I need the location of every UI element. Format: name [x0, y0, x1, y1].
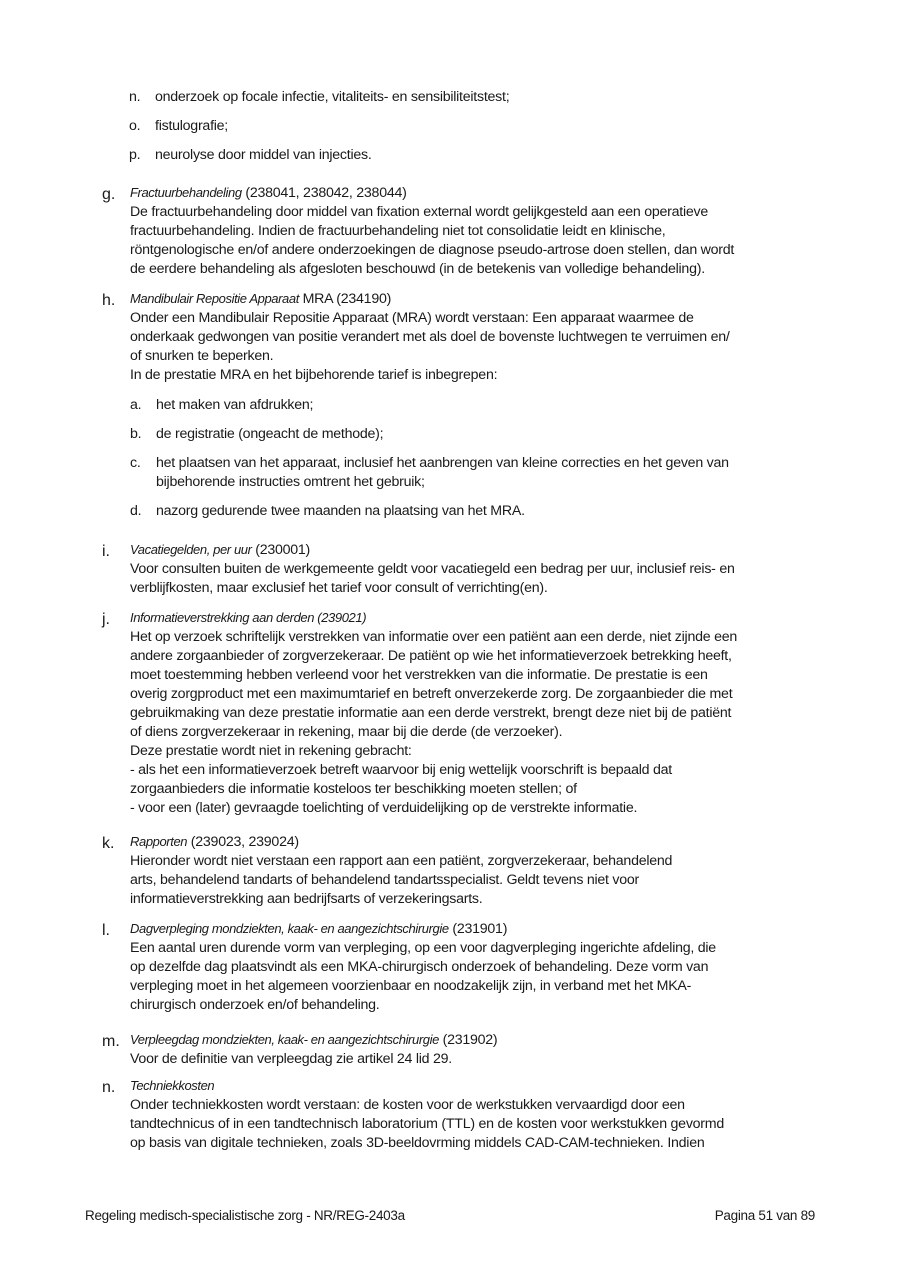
paragraph-line: In de prestatie MRA en het bijbehorende tarief is inbegrepen:: [130, 367, 498, 383]
paragraph-line: Onder techniekkosten wordt verstaan: de kosten voor de werkstukken vervaardigd door een: [130, 1097, 685, 1113]
paragraph-line: arts, behandelend tandarts of behandelend tandartsspecialist. Geldt tevens niet voor: [130, 872, 640, 888]
list-marker: d.: [130, 503, 142, 519]
item-codes: (239023, 239024): [187, 834, 299, 850]
paragraph-line: Een aantal uren durende vorm van verpleging, op een voor dagverpleging ingerichte afdeling, die: [130, 940, 716, 956]
item-title: Verpleegdag mondziekten, kaak- en aangezichtschirurgie: [130, 1032, 439, 1047]
paragraph-line: - als het een informatieverzoek betreft waarvoor bij enig wettelijk voorschrift is bepaald dat: [130, 762, 672, 778]
list-marker: b.: [130, 426, 142, 442]
item-codes: MRA (234190): [298, 291, 392, 307]
paragraph-line: de eerdere behandeling als afgesloten beschouwd (in de betekenis van volledige behandeling).: [130, 261, 705, 277]
list-marker: p.: [129, 147, 141, 163]
item-title: Techniekkosten: [130, 1078, 215, 1093]
item-title: Mandibulair Repositie Apparaat: [130, 291, 299, 306]
item-title: Fractuurbehandeling: [130, 185, 242, 200]
paragraph-line: Deze prestatie wordt niet in rekening gebracht:: [130, 743, 412, 759]
paragraph-line: zorgaanbieders die informatie kosteloos ter beschikking moeten stellen; of: [130, 781, 577, 797]
item-marker: n.: [102, 1079, 116, 1096]
item-title: Dagverpleging mondziekten, kaak- en aangezichtschirurgie: [130, 921, 449, 936]
item-codes: (231901): [448, 921, 508, 937]
list-marker: o.: [129, 118, 141, 134]
paragraph-line: Voor consulten buiten de werkgemeente geldt voor vacatiegeld een bedrag per uur, inclusief reis- en: [130, 561, 735, 577]
list-text: neurolyse door middel van injecties.: [155, 147, 372, 163]
paragraph-line: informatieverstrekking aan bedrijfsarts of verzekeringsarts.: [130, 891, 483, 907]
paragraph-line: overig zorgproduct met een maximumtarief en betreft onverzekerde zorg. De zorgaanbieder die met: [130, 686, 733, 702]
item-title: Vacatiegelden, per uur: [130, 542, 252, 557]
item-marker: g.: [102, 186, 116, 203]
list-text: fistulografie;: [155, 118, 228, 134]
item-marker: j.: [102, 611, 110, 628]
list-marker: n.: [129, 89, 141, 105]
item-codes: (230001): [251, 542, 311, 558]
item-codes: (231902): [438, 1032, 498, 1048]
item-marker: h.: [102, 292, 116, 309]
footer-document-title: Regeling medisch-specialistische zorg - NR/REG-2403a: [85, 1208, 405, 1223]
paragraph-line: Het op verzoek schriftelijk verstrekken van informatie over een patiënt aan een derde, niet zijnde een: [130, 629, 737, 645]
paragraph-line: of snurken te beperken.: [130, 348, 274, 364]
item-title: Rapporten: [130, 834, 188, 849]
item-marker: i.: [102, 543, 110, 560]
paragraph-line: chirurgisch onderzoek en/of behandeling.: [130, 997, 380, 1013]
list-marker: c.: [130, 455, 141, 471]
paragraph-line: andere zorgaanbieder of zorgverzekeraar. De patiënt op wie het informatieverzoek betrekking heeft,: [130, 648, 732, 664]
item-marker: l.: [102, 922, 110, 939]
paragraph-line: Hieronder wordt niet verstaan een rapport aan een patiënt, zorgverzekeraar, behandelend: [130, 853, 673, 869]
paragraph-line: - voor een (later) gevraagde toelichting of verduidelijking op de verstrekte informatie.: [130, 800, 638, 816]
list-text: het maken van afdrukken;: [156, 397, 314, 413]
paragraph-line: Onder een Mandibulair Repositie Apparaat (MRA) wordt verstaan: Een apparaat waarmee de: [130, 310, 694, 326]
item-marker: m.: [102, 1033, 120, 1050]
paragraph-line: Voor de definitie van verpleegdag zie artikel 24 lid 29.: [130, 1051, 452, 1067]
paragraph-line: tandtechnicus of in een tandtechnisch laboratorium (TTL) en de kosten voor werkstukken gevormd: [130, 1116, 724, 1132]
list-text: de registratie (ongeacht de methode);: [156, 426, 384, 442]
paragraph-line: verblijfkosten, maar exclusief het tarief voor consult of verrichting(en).: [130, 580, 548, 596]
list-text: bijbehorende instructies omtrent het gebruik;: [156, 474, 425, 490]
paragraph-line: moet toestemming hebben verleend voor het verstrekken van die informatie. De prestatie is een: [130, 667, 708, 683]
paragraph-line: fractuurbehandeling. Indien de fractuurbehandeling niet tot consolidatie leidt en klinische,: [130, 223, 666, 239]
paragraph-line: De fractuurbehandeling door middel van fixation external wordt gelijkgesteld aan een operatieve: [130, 204, 709, 220]
item-title: Informatieverstrekking aan derden (239021): [130, 610, 367, 625]
paragraph-line: verpleging moet in het algemeen voorzienbaar en noodzakelijk zijn, in verband met het MKA-: [130, 978, 692, 994]
list-marker: a.: [130, 397, 142, 413]
paragraph-line: of diens zorgverzekeraar in rekening, maar bij die derde (de verzoeker).: [130, 724, 563, 740]
list-text: onderzoek op focale infectie, vitaliteits- en sensibiliteitstest;: [155, 89, 510, 105]
paragraph-line: onderkaak gedwongen van positie verandert met als doel de bovenste luchtwegen te verruimen en/: [130, 329, 730, 345]
footer-page-number: Pagina 51 van 89: [714, 1208, 815, 1223]
paragraph-line: röntgenologische en/of andere onderzoekingen de diagnose pseudo-artrose doen stellen, dan wordt: [130, 242, 735, 258]
paragraph-line: gebruikmaking van deze prestatie informatie aan een derde verstrekt, brengt deze niet bij de patiënt: [130, 705, 732, 721]
paragraph-line: op basis van digitale technieken, zoals 3D-beeldovrming middels CAD-CAM-technieken. Indien: [130, 1135, 705, 1151]
paragraph-line: op dezelfde dag plaatsvindt als een MKA-chirurgisch onderzoek of behandeling. Deze vorm van: [130, 959, 709, 975]
item-marker: k.: [102, 835, 115, 852]
item-codes: (238041, 238042, 238044): [241, 185, 407, 201]
list-text: het plaatsen van het apparaat, inclusief het aanbrengen van kleine correcties en het geven van: [156, 455, 729, 471]
list-text: nazorg gedurende twee maanden na plaatsing van het MRA.: [156, 503, 525, 519]
